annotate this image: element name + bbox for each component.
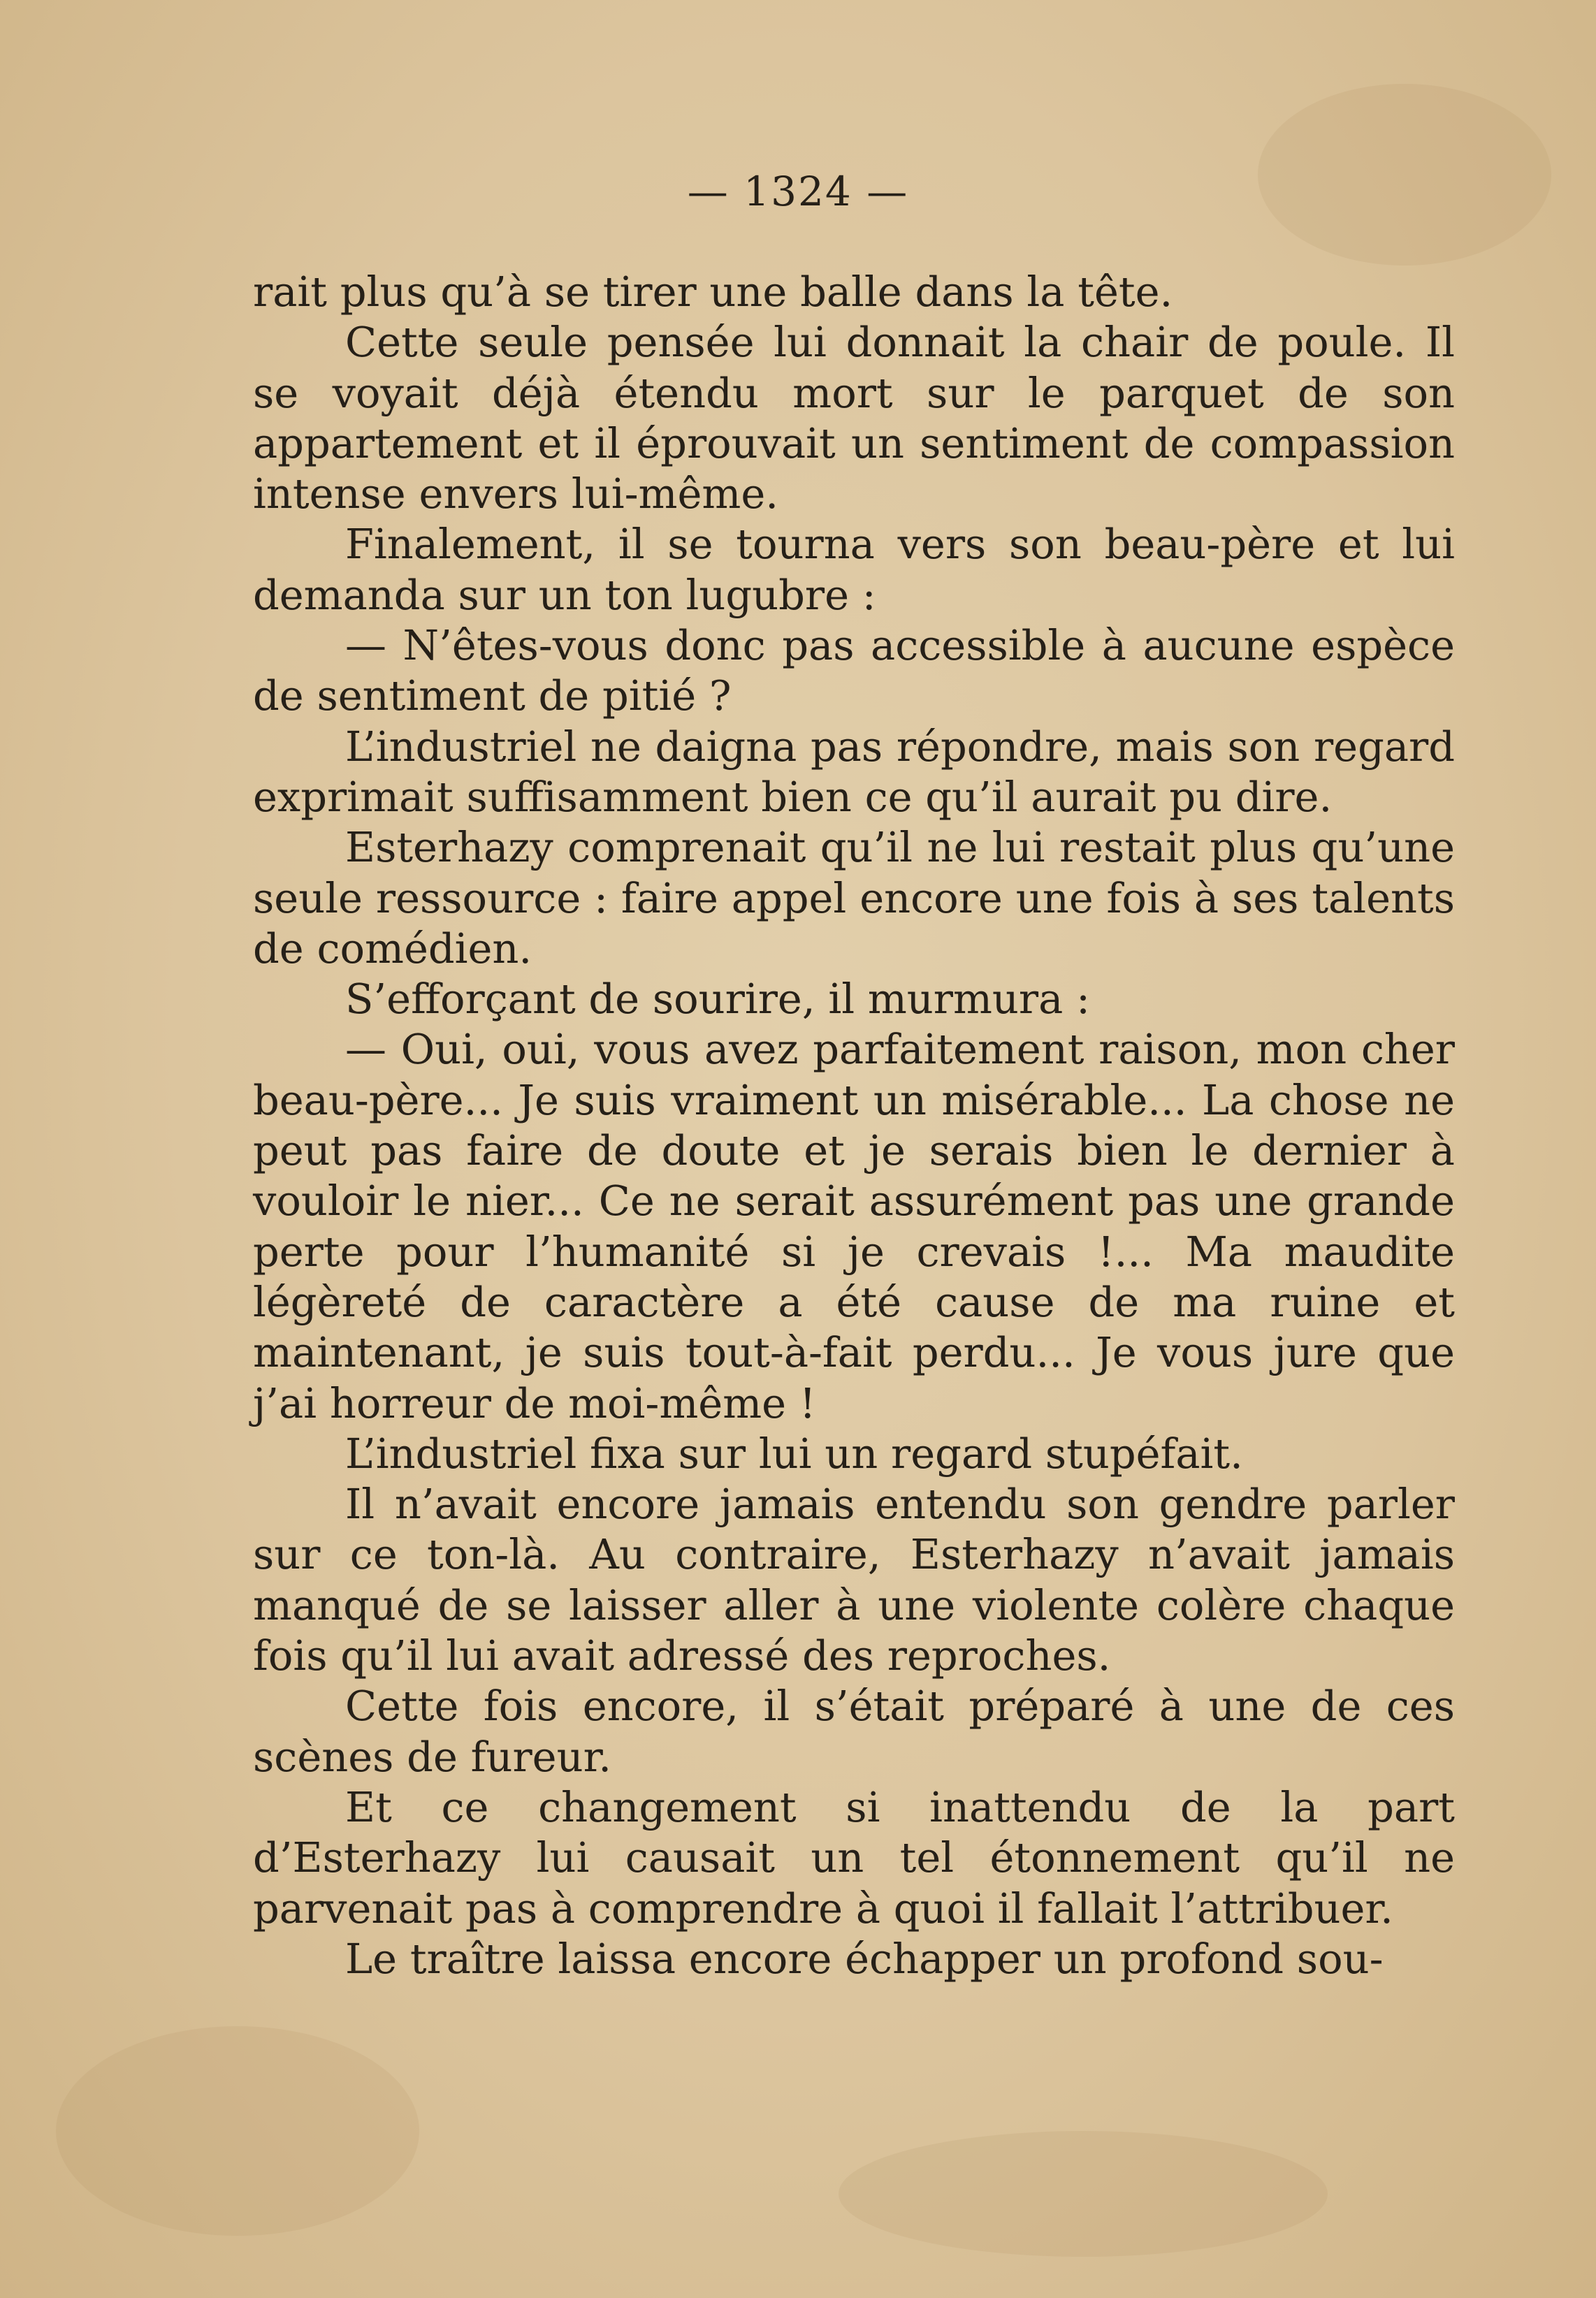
page-number: — 1324 — <box>687 168 909 215</box>
paragraph: L’industriel ne daigna pas répondre, mais son regard exprimait suffisamment bien ce qu’il aurait pu dire. <box>253 722 1455 821</box>
paragraph: Cette fois encore, il s’était préparé à une de ces scènes de fureur. <box>253 1682 1455 1781</box>
paragraph: Finalement, il se tourna vers son beau-père et lui demanda sur un ton lugubre : <box>253 520 1455 619</box>
paragraph: rait plus qu’à se tirer une balle dans la tête. <box>253 268 1173 316</box>
paragraph: Esterhazy comprenait qu’il ne lui restait plus qu’une seule ressource : faire appel encore une fois à ses talents de comédien. <box>253 823 1455 973</box>
paragraph: Cette seule pensée lui donnait la chair de poule. Il se voyait déjà étendu mort sur le parquet de son appartement et il éprouvait un sentiment de compassion intense envers lui-même. <box>253 318 1455 518</box>
dialogue-line: — Oui, oui, vous avez parfaitement raison, mon cher beau-père... Je suis vraiment un misérable... La chose ne peut pas faire de doute et je serais bien le dernier à vouloir le nier... Ce ne serait assurément pas une grande perte pour l’humanité si je crevais !... Ma maudite légèreté de caractère a été cause de ma ruine et maintenant, je suis tout-à-fait perdu... Je vous jure que j’ai horreur de moi-même ! <box>253 1025 1455 1427</box>
paragraph: L’industriel fixa sur lui un regard stupéfait. <box>345 1429 1243 1478</box>
dialogue-line: — N’êtes-vous donc pas accessible à aucune espèce de sentiment de pitié ? <box>253 621 1455 720</box>
paper-stain <box>839 2131 1328 2257</box>
paragraph: Et ce changement si inattendu de la part d’Esterhazy lui causait un tel étonnement qu’il ne parvenait pas à comprendre à quoi il fallait l’attribuer. <box>253 1782 1455 1933</box>
paragraph: Il n’avait encore jamais entendu son gendre parler sur ce ton-là. Au contraire, Esterhazy n’avait jamais manqué de se laisser aller à une violente colère chaque fois qu’il lui avait adressé des reproches. <box>253 1480 1455 1680</box>
paragraph: Le traître laissa encore échapper un profond sou- <box>345 1934 1384 1983</box>
body-text <box>253 267 1455 1984</box>
paper-stain <box>56 2026 419 2236</box>
paragraph: S’efforçant de sourire, il murmura : <box>345 975 1090 1024</box>
